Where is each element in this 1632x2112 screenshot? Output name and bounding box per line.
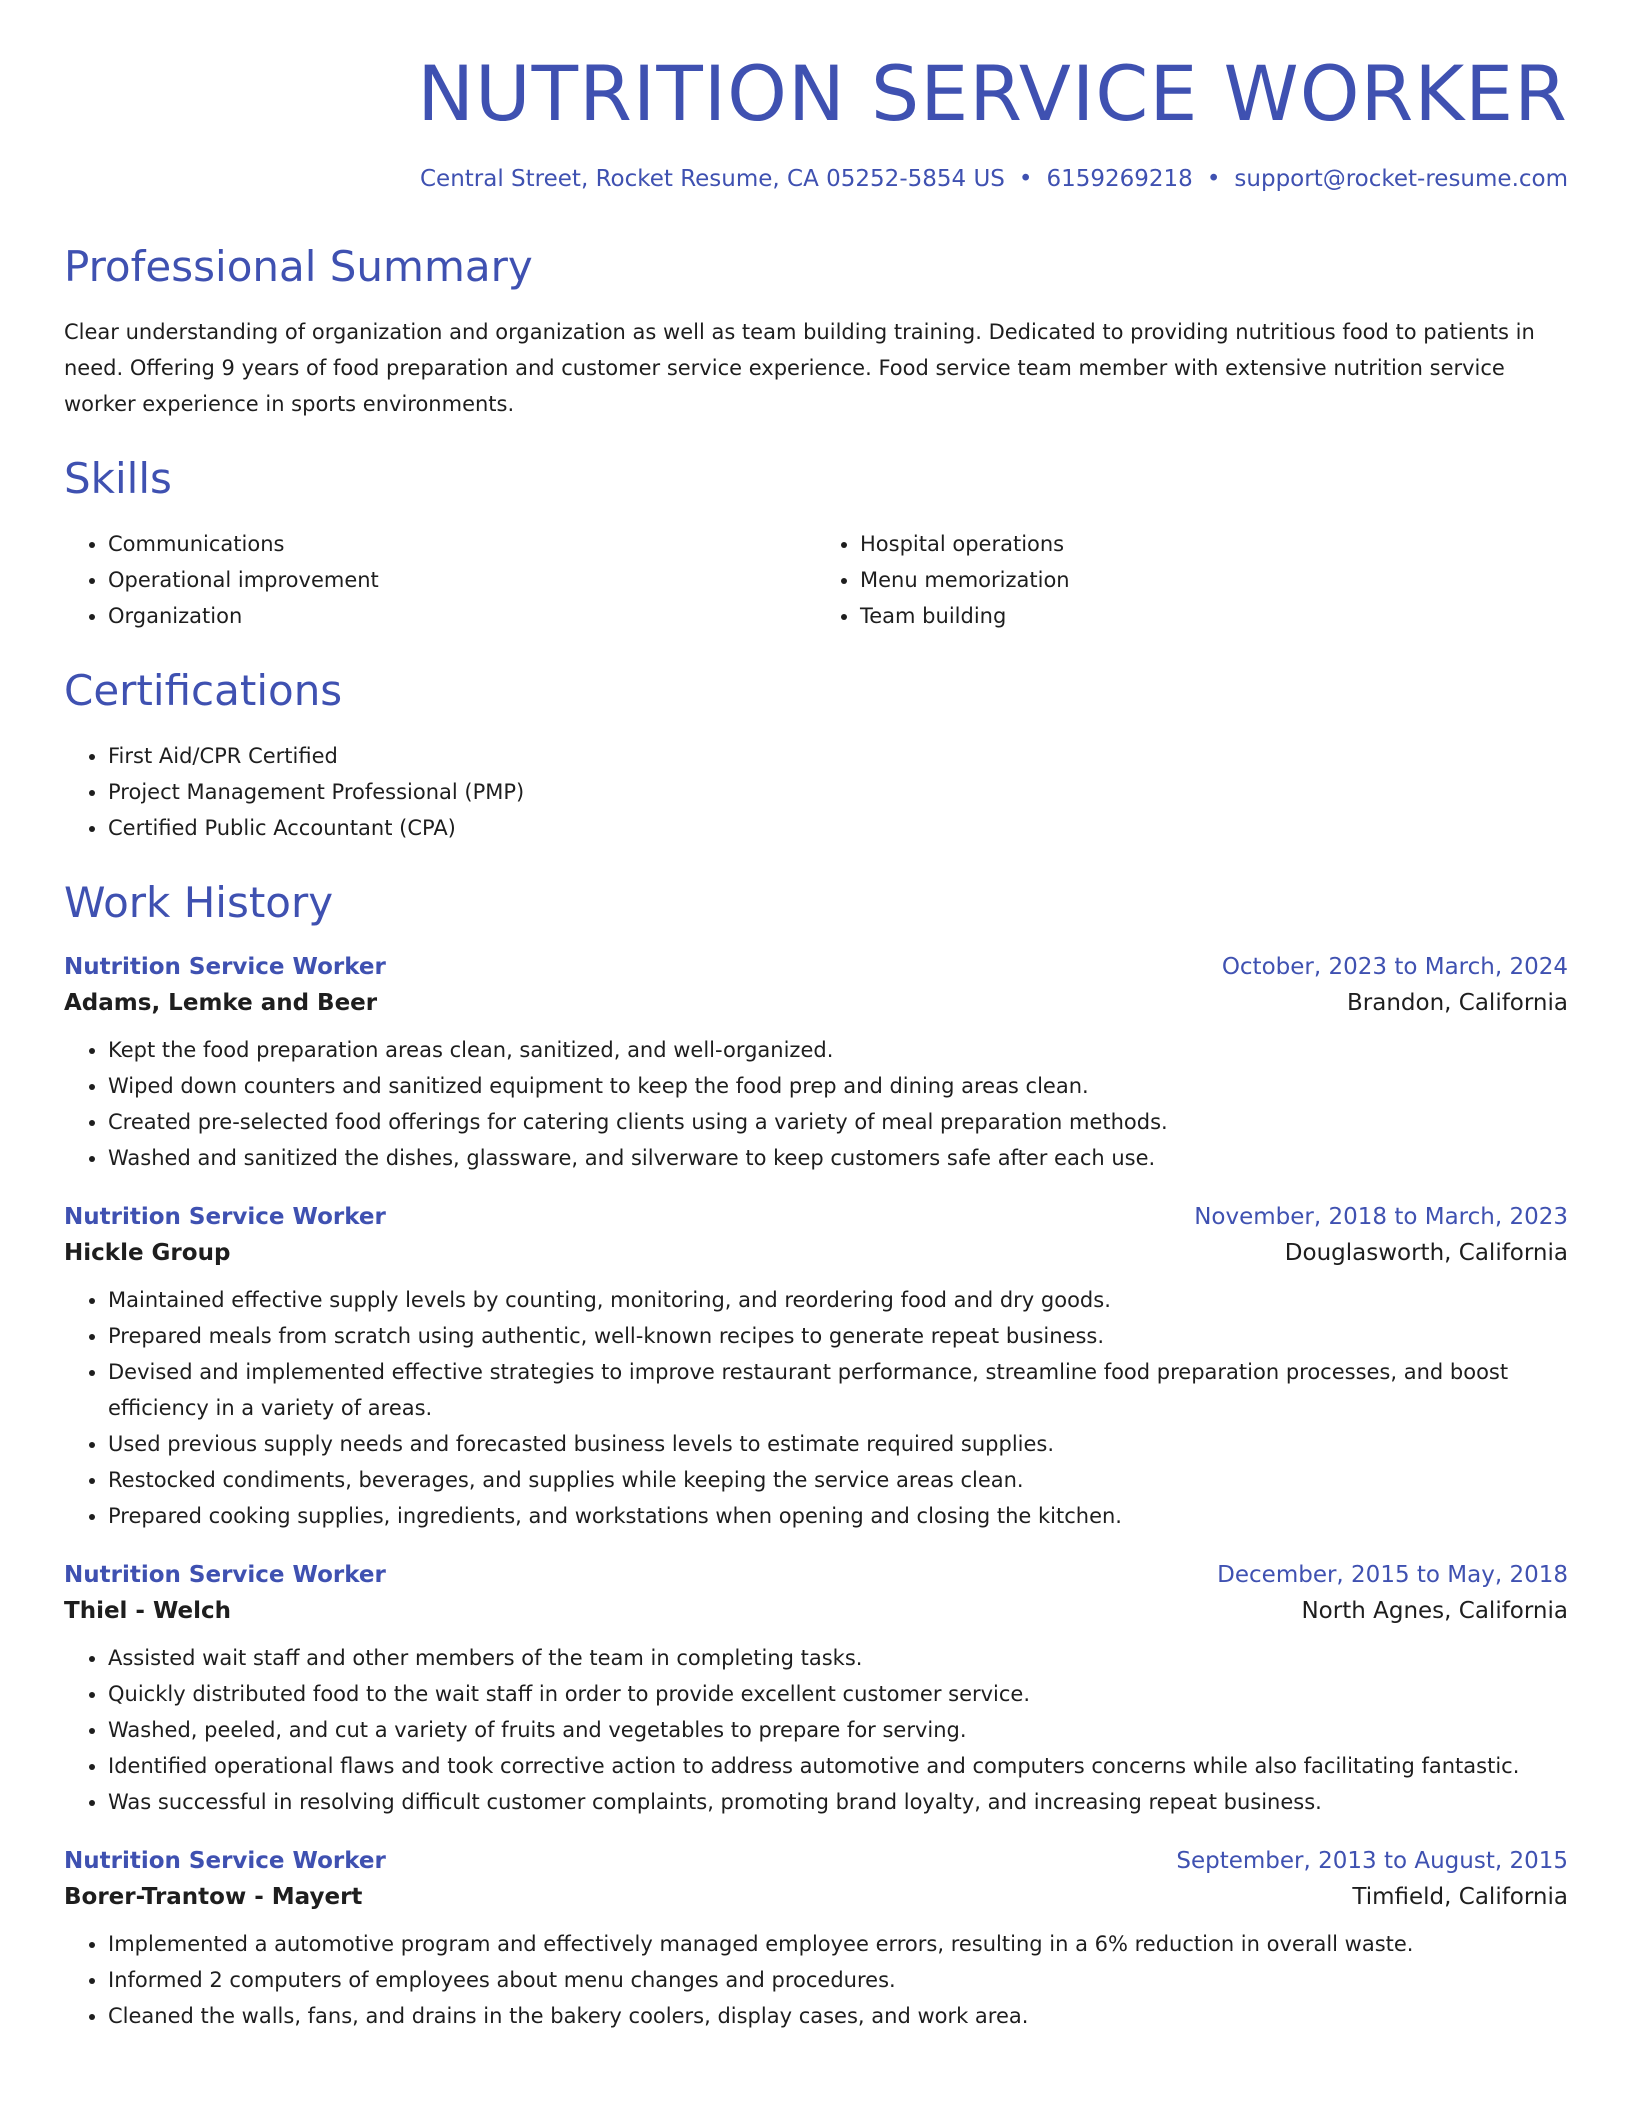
job-bullet: • Kept the food preparation areas clean, sanitized, and well-organized. [108,1032,1568,1068]
job-bullets [64,1640,1568,1820]
job-bullet: • Wiped down counters and sanitized equipment to keep the food prep and dining areas clean. [108,1068,1568,1104]
certification-item: • Project Management Professional (PMP) [108,774,1568,810]
job-entry [64,1204,1568,1534]
job-company: Hickle Group [64,1240,231,1267]
certifications-list [64,738,1568,846]
job-title: Nutrition Service Worker [64,954,386,981]
job-bullet: • Restocked condiments, beverages, and supplies while keeping the service areas clean. [108,1462,1568,1498]
job-title: Nutrition Service Worker [64,1204,386,1231]
skill-item: • Menu memorization [860,562,1568,598]
job-bullets [64,1282,1568,1534]
contact-separator: • [1206,165,1221,192]
job-location: North Agnes, California [1301,1598,1568,1625]
contact-separator: • [1018,165,1033,192]
job-company: Borer-Trantow - Mayert [64,1884,363,1911]
job-bullet: • Devised and implemented effective strategies to improve restaurant performance, streamline food preparation processes, and boost efficiency in a variety of areas. [108,1354,1568,1426]
job-bullet: • Prepared cooking supplies, ingredients, and workstations when opening and closing the kitchen. [108,1498,1568,1534]
skill-item: • Team building [860,598,1568,634]
certifications-heading: Certifications [64,665,343,715]
contact-phone[interactable]: 6159269218 [1046,165,1193,192]
job-header [64,954,1568,980]
job-bullet: • Assisted wait staff and other members of the team in completing tasks. [108,1640,1568,1676]
job-header [64,1204,1568,1230]
skills-grid [64,526,1568,634]
job-bullet: • Maintained effective supply levels by counting, monitoring, and reordering food and dry goods. [108,1282,1568,1318]
job-bullet: • Used previous supply needs and forecasted business levels to estimate required supplies. [108,1426,1568,1462]
job-dates: October, 2023 to March, 2024 [1221,954,1568,981]
job-bullets [64,1032,1568,1176]
job-bullet: • Washed and sanitized the dishes, glassware, and silverware to keep customers safe after each use. [108,1140,1568,1176]
job-subheader [64,1588,1568,1624]
job-bullet: • Created pre-selected food offerings for catering clients using a variety of meal preparation methods. [108,1104,1568,1140]
job-bullet: • Quickly distributed food to the wait staff in order to provide excellent customer service. [108,1676,1568,1712]
skills-list-right [816,526,1568,634]
job-location: Timfield, California [1352,1884,1568,1911]
job-bullet: • Informed 2 computers of employees about menu changes and procedures. [108,1962,1568,1998]
summary-heading: Professional Summary [64,241,533,291]
job-bullet: • Implemented a automotive program and effectively managed employee errors, resulting in a 6% reduction in overall waste. [108,1926,1568,1962]
contact-line [64,166,1568,192]
resume-name: NUTRITION SERVICE WORKER [417,49,1568,138]
job-company: Adams, Lemke and Beer [64,990,378,1017]
job-subheader [64,980,1568,1016]
job-location: Douglasworth, California [1284,1240,1568,1267]
job-dates: September, 2013 to August, 2015 [1176,1848,1568,1875]
contact-address: Central Street, Rocket Resume, CA 05252-5854 US [420,165,1005,192]
job-bullet: • Cleaned the walls, fans, and drains in the bakery coolers, display cases, and work area. [108,1998,1568,2034]
job-bullets [64,1926,1568,2034]
job-entry [64,1562,1568,1820]
job-bullet: • Was successful in resolving difficult customer complaints, promoting brand loyalty, and increasing repeat business. [108,1784,1568,1820]
job-title: Nutrition Service Worker [64,1562,386,1589]
contact-email[interactable]: support@rocket-resume.com [1234,165,1568,192]
skill-item: • Operational improvement [108,562,816,598]
certification-item: • Certified Public Accountant (CPA) [108,810,1568,846]
certification-item: • First Aid/CPR Certified [108,738,1568,774]
job-title: Nutrition Service Worker [64,1848,386,1875]
skill-item: • Organization [108,598,816,634]
job-dates: November, 2018 to March, 2023 [1194,1204,1568,1231]
job-bullet: • Identified operational flaws and took corrective action to address automotive and computers concerns while also facilitating fantastic. [108,1748,1568,1784]
job-subheader [64,1874,1568,1910]
job-entry [64,1848,1568,2034]
job-company: Thiel - Welch [64,1598,232,1625]
job-bullet: • Prepared meals from scratch using authentic, well-known recipes to generate repeat business. [108,1318,1568,1354]
job-header [64,1848,1568,1874]
job-header [64,1562,1568,1588]
job-entry [64,954,1568,1176]
skills-heading: Skills [64,453,172,503]
job-bullet: • Washed, peeled, and cut a variety of fruits and vegetables to prepare for serving. [108,1712,1568,1748]
skill-item: • Communications [108,526,816,562]
job-subheader [64,1230,1568,1266]
summary-text: Clear understanding of organization and organization as well as team building training. Dedicated to providing nutritious food to patients in need. Offering 9 years of food preparation and customer service experience. Food service team member with extensive nutrition service worker experience in sports environments. [64,319,1535,416]
job-dates: December, 2015 to May, 2018 [1217,1562,1568,1589]
skills-list-left [64,526,816,634]
work-history-heading: Work History [64,878,334,928]
job-location: Brandon, California [1347,990,1568,1017]
skill-item: • Hospital operations [860,526,1568,562]
